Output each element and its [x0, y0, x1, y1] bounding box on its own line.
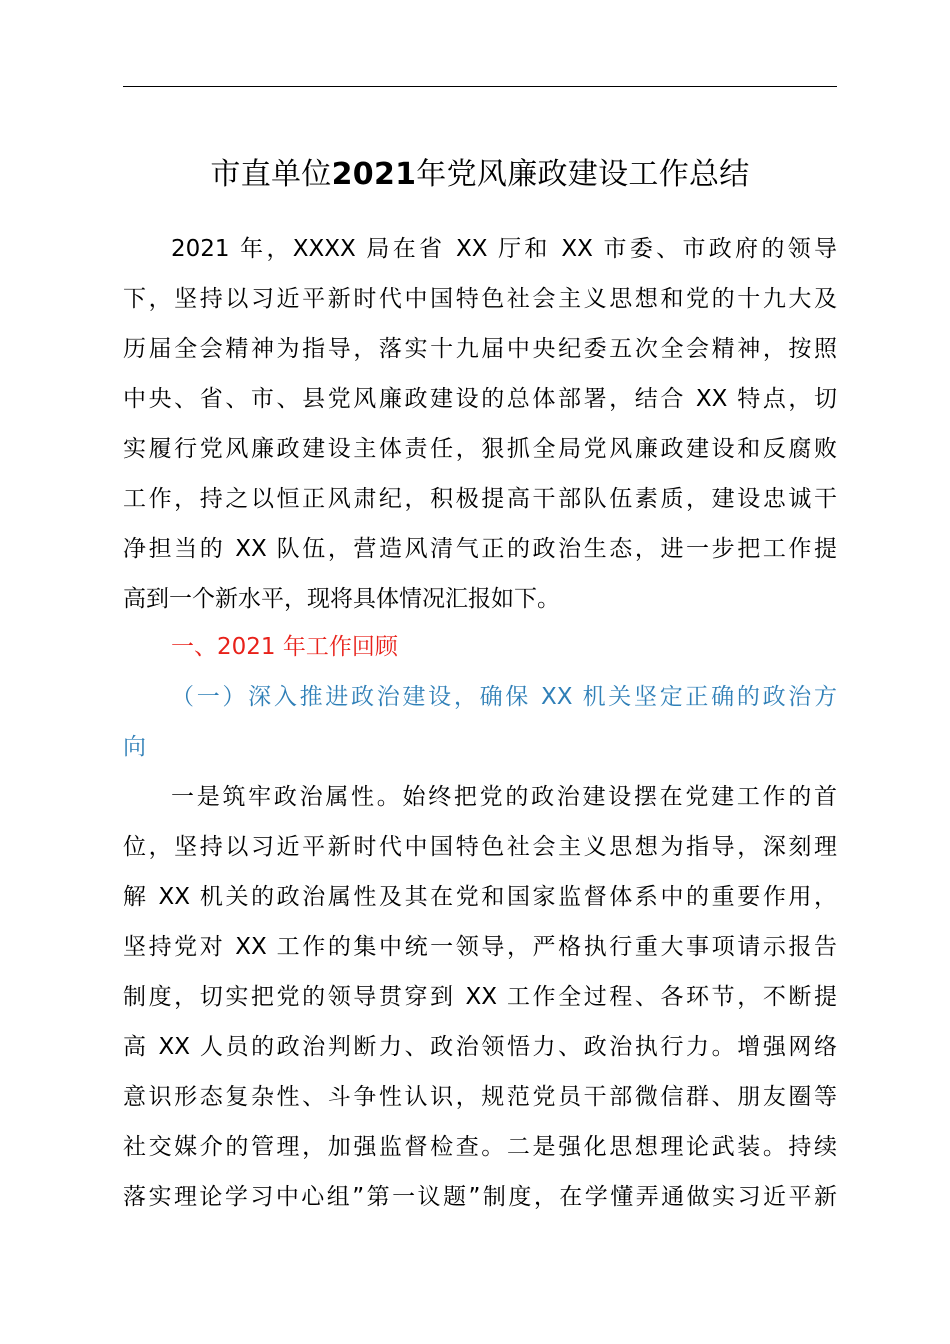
title-suffix: 年党风廉政建设工作总结 — [416, 157, 750, 192]
paragraph-line: 位，坚持以习近平新时代中国特色社会主义思想为指导，深刻理 — [123, 834, 837, 860]
paragraph-line: 社交媒介的管理，加强监督检查。二是强化思想理论武装。持续 — [123, 1134, 837, 1160]
paragraph-line: 中央、省、市、县党风廉政建设的总体部署，结合 XX 特点，切 — [123, 386, 837, 412]
paragraph-line: 下，坚持以习近平新时代中国特色社会主义思想和党的十九大及 — [123, 286, 837, 312]
paragraph-line: 高到一个新水平，现将具体情况汇报如下。 — [123, 586, 560, 612]
paragraph-line: 净担当的 XX 队伍，营造风清气正的政治生态，进一步把工作提 — [123, 536, 837, 562]
paragraph-line: 制度，切实把党的领导贯穿到 XX 工作全过程、各环节，不断提 — [123, 984, 837, 1010]
paragraph-line: 意识形态复杂性、斗争性认识，规范党员干部微信群、朋友圈等 — [123, 1084, 837, 1110]
paragraph-line: 坚持党对 XX 工作的集中统一领导，严格执行重大事项请示报告 — [123, 934, 837, 960]
header-rule — [123, 86, 837, 87]
title-year: 2021 — [331, 157, 417, 192]
paragraph-line: 工作，持之以恒正风肃纪，积极提高干部队伍素质，建设忠诚干 — [123, 486, 837, 512]
document-title — [123, 150, 837, 200]
paragraph-line: 一是筑牢政治属性。始终把党的政治建设摆在党建工作的首 — [171, 784, 837, 810]
paragraph-line: 实履行党风廉政建设主体责任，狠抓全局党风廉政建设和反腐败 — [123, 436, 837, 462]
title-prefix: 市直单位 — [210, 157, 332, 192]
paragraph-line: 高 XX 人员的政治判断力、政治领悟力、政治执行力。增强网络 — [123, 1034, 837, 1060]
subsection-heading-line: （一）深入推进政治建设，确保 XX 机关坚定正确的政治方 — [171, 684, 837, 710]
paragraph-line: 解 XX 机关的政治属性及其在党和国家监督体系中的重要作用， — [123, 884, 837, 910]
paragraph-line: 2021 年，XXXX 局在省 XX 厅和 XX 市委、市政府的领导 — [171, 236, 837, 262]
section-heading: 一、2021 年工作回顾 — [171, 634, 398, 660]
subsection-heading-line: 向 — [123, 734, 146, 760]
paragraph-line: 历届全会精神为指导，落实十九届中央纪委五次全会精神，按照 — [123, 336, 837, 362]
paragraph-line: 落实理论学习中心组”第一议题”制度，在学懂弄通做实习近平新 — [123, 1184, 837, 1210]
